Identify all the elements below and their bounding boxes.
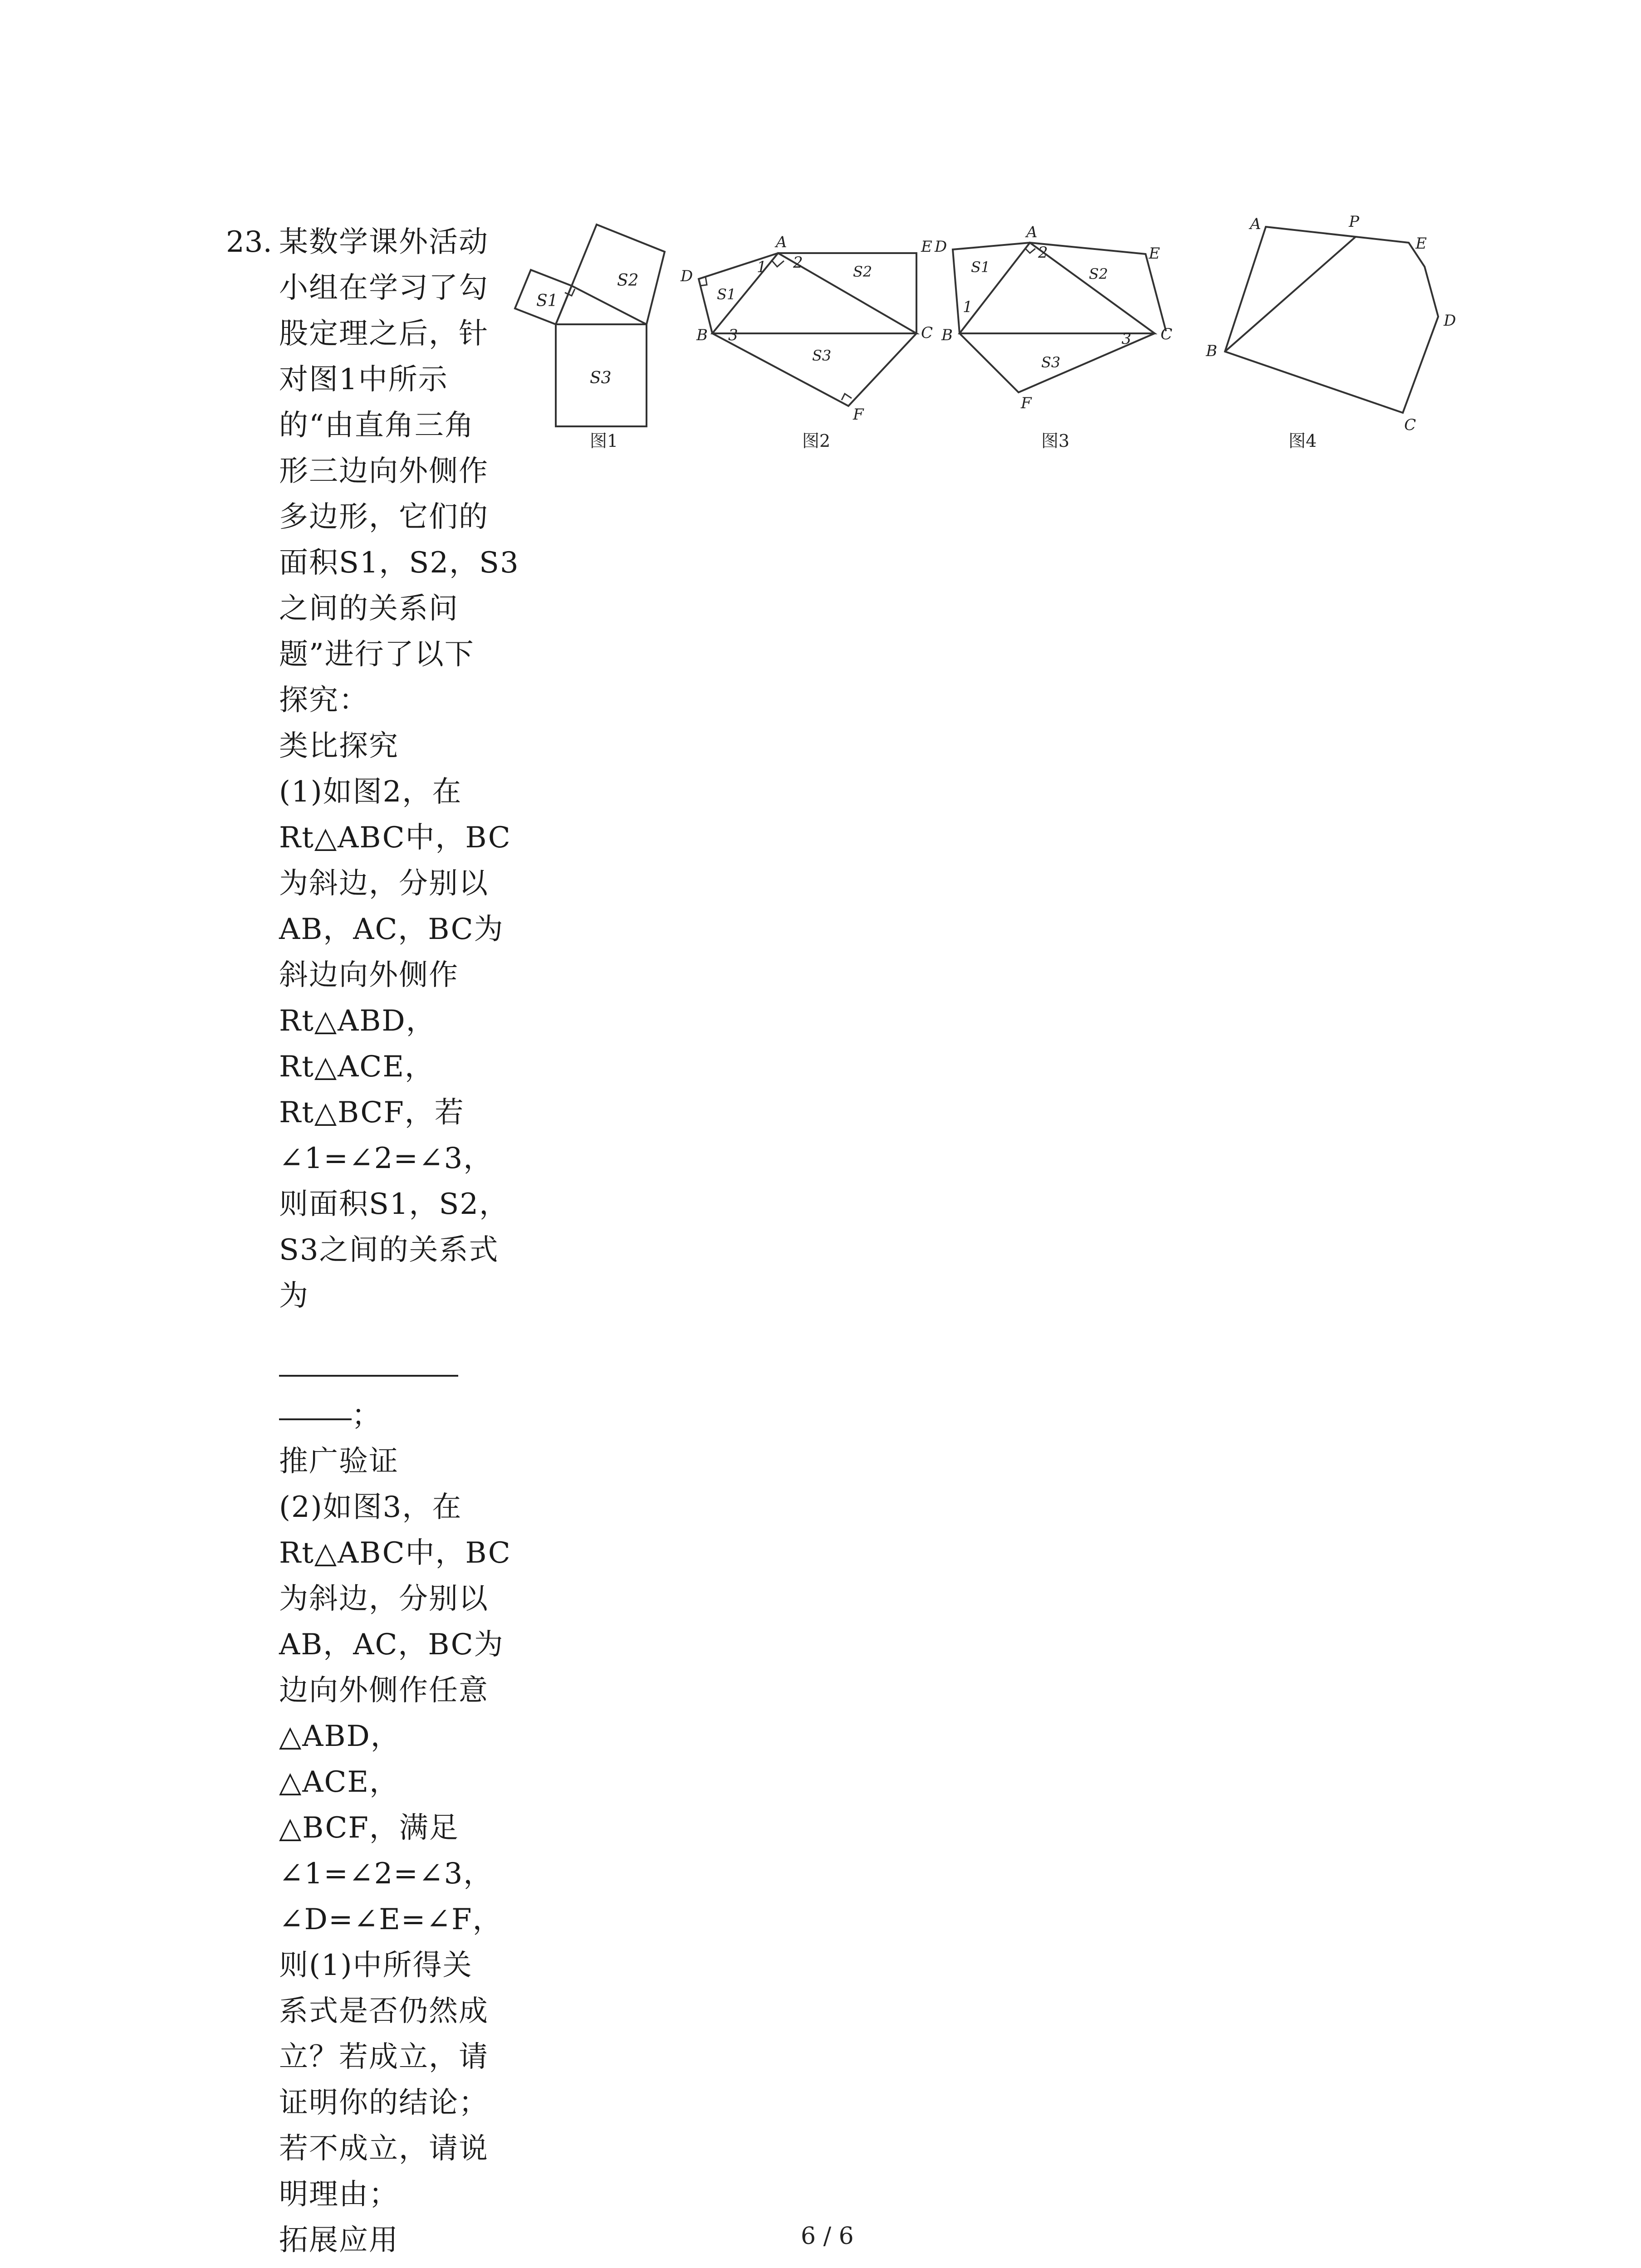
label-s1: S1 [536,292,558,310]
question-line: 立？若成立，请 [279,2040,489,2074]
question-line: AB，AC，BC为 [279,913,504,946]
question-line: 则面积S1，S2， [279,1188,509,1221]
label-f: F [853,406,864,424]
question-line: 若不成立，请说 [279,2132,489,2165]
question-line: 探究： [279,684,369,717]
angle-2: 2 [793,254,803,272]
label-e: E [921,238,932,256]
figures-svg [499,200,1474,463]
triangle-ace [1030,243,1166,331]
question-line: Rt△ABC中，BC [279,1536,511,1570]
label-s2: S2 [617,271,639,290]
label-s1: S1 [717,286,736,303]
label-d: D [681,267,693,285]
label-e: E [1416,235,1427,253]
question-line: (1)如图2，在 [279,775,462,809]
angle-1: 1 [757,258,767,276]
question-line: 对图1中所示 [279,363,448,396]
label-s3: S3 [812,347,832,364]
question-line: 的“由直角三角 [279,409,475,442]
question-line: 面积S1，S2，S3 [279,546,519,580]
angle-3: 3 [728,326,738,344]
question-line: ∠1=∠2=∠3， [279,1857,494,1891]
label-a: A [1250,215,1261,233]
blank-spacer [279,1319,497,1365]
question-line: Rt△BCF，若 [279,1096,465,1129]
question-line: (2)如图3，在 [279,1491,462,1524]
question-line: 某数学课外活动 [279,225,489,259]
triangle-bcf [712,333,916,406]
question-line: ∠1=∠2=∠3， [279,1142,494,1175]
label-d: D [1444,312,1456,330]
section-heading: 拓展应用 [279,2224,399,2257]
label-d: D [935,238,947,256]
question-line: ∠D=∠E=∠F， [279,1903,503,1936]
caption-fig3: 图3 [1041,431,1070,451]
question-line: Rt△ABD， [279,1004,436,1038]
question-text [279,220,519,2268]
label-s1: S1 [971,259,990,276]
page-number: 6 / 6 [801,2223,854,2250]
label-f: F [1021,394,1032,412]
caption-fig1: 图1 [590,431,618,451]
question-line: 则(1)中所得关 [279,1949,473,1982]
question-line: 多边形，它们的 [279,500,489,534]
question-line: AB，AC，BC为 [279,1628,504,1662]
label-p: P [1349,213,1359,231]
angle-3: 3 [1122,330,1132,348]
label-c: C [1404,416,1416,434]
label-c: C [921,324,933,342]
angle-2: 2 [1038,244,1048,262]
pentagon-abcde [1225,227,1438,413]
question-number: 23. [226,225,272,259]
label-s2: S2 [853,263,872,280]
question-line: △ACE， [279,1765,400,1799]
label-b: B [941,326,953,344]
answer-blank-tail [279,1393,497,1439]
label-e: E [1149,244,1160,263]
question-line: 为 [279,1279,309,1313]
right-triangle [556,286,647,324]
right-angle-f [842,394,852,400]
question-line: 股定理之后，针 [279,317,489,351]
right-angle-a [771,260,784,267]
figures-row [499,200,1474,463]
caption-fig4: 图4 [1288,431,1317,451]
question-line: 题”进行了以下 [279,638,475,671]
question-line [279,2263,497,2268]
section-heading: 类比探究 [279,729,399,763]
label-s3: S3 [590,369,612,387]
angle-1: 1 [963,298,973,316]
question-line: 之间的关系问 [279,592,459,626]
question-line: 证明你的结论； [279,2086,489,2120]
question-line: Rt△ABC中，BC [279,821,511,855]
question-line: 斜边向外侧作 [279,958,459,992]
question-line: 为斜边，分别以 [279,1582,489,1616]
caption-fig2: 图2 [802,431,831,451]
question-line: 小组在学习了勾 [279,271,489,305]
figure-4 [1225,227,1438,413]
question-line: 明理由； [279,2178,399,2211]
figure-1 [515,225,665,426]
question-line: 为斜边，分别以 [279,867,489,900]
semicolon: ； [352,1399,382,1432]
answer-blank-short [279,1393,352,1420]
label-a: A [776,233,787,251]
label-b: B [1206,342,1217,360]
right-angle-a [1025,249,1035,253]
answer-blank-line [279,1365,458,1377]
question-line: 边向外侧作任意 [279,1674,489,1707]
label-b: B [696,326,708,344]
label-s2: S2 [1089,265,1108,283]
question-line: △BCF，满足 [279,1811,459,1845]
question-line: △ABD， [279,1720,401,1753]
section-heading: 推广验证 [279,1445,399,1478]
question-line: 形三边向外侧作 [279,455,489,488]
label-a: A [1026,223,1038,241]
question-line: S3之间的关系式 [279,1233,499,1267]
label-s3: S3 [1041,354,1061,371]
label-c: C [1161,325,1173,343]
question-line: Rt△ACE， [279,1050,435,1084]
triangle-abc [960,243,1155,333]
question-line: 系式是否仍然成 [279,1994,489,2028]
